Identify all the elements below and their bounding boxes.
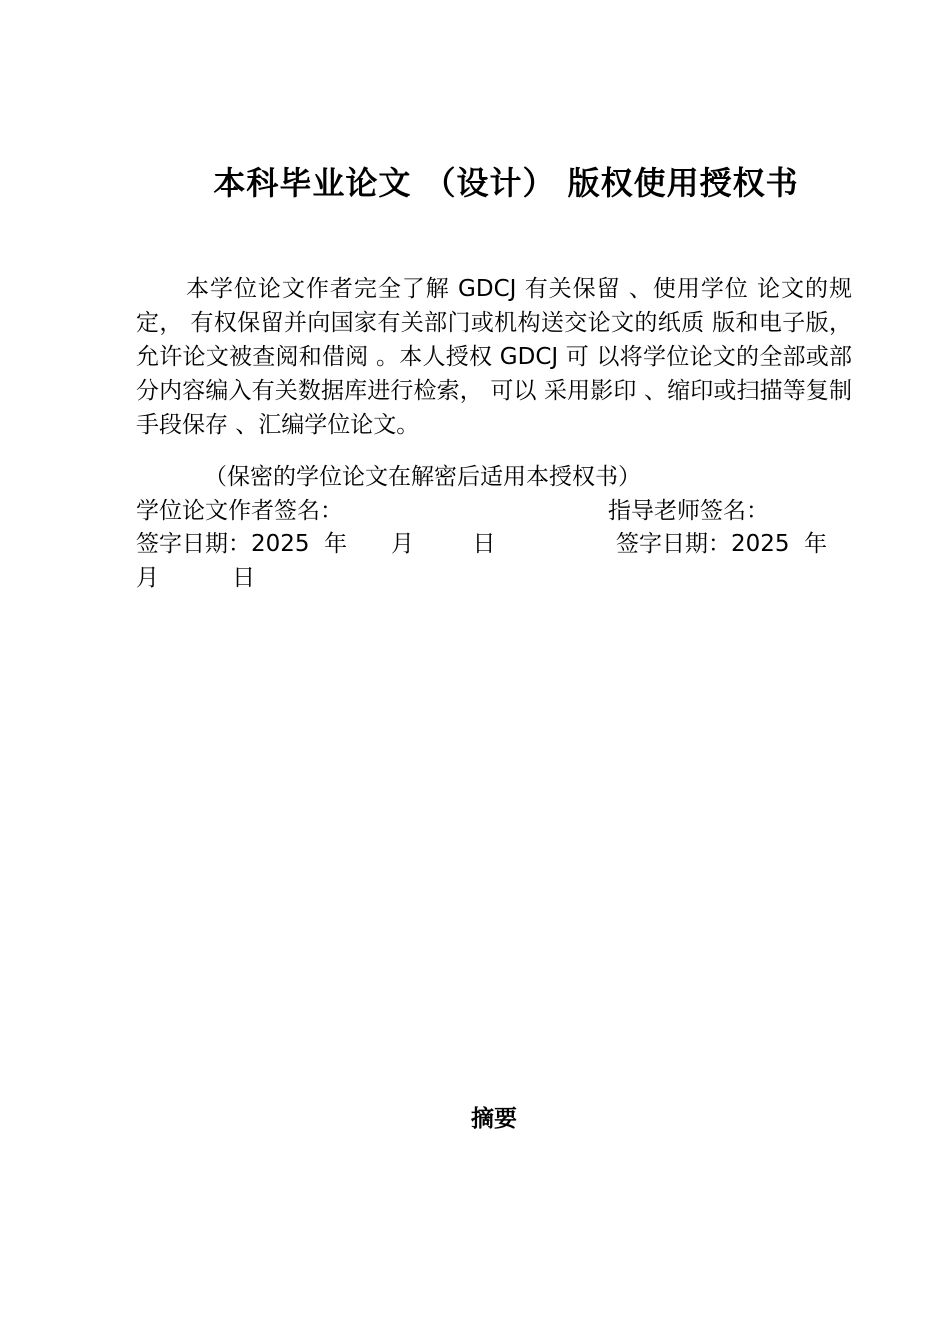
advisor-signature-label: 指导老师签名： <box>608 498 769 524</box>
authorization-text <box>136 272 860 442</box>
advisor-signature-date-continued: 月 日 <box>136 565 256 591</box>
page-title: 本科毕业论文 （设计） 版权使用授权书 <box>213 164 799 202</box>
authorization-paragraph: 本学位论文作者完全了解 GDCJ 有关保留 、使用学位 论文的规定， 有权保留并向国家有关部门或机构送交论文的纸质 版和电子版， 允许论文被查阅和借阅 。本人授权 GDCJ 可 以将学位论文的全部或部分内容编入有关数据库进行检索， 可以 采用影印 、缩印或扫描等复制手段保存 、汇编学位论文。 <box>136 276 860 438</box>
author-signature-label: 学位论文作者签名： <box>136 498 343 524</box>
abstract-heading: 摘要 <box>471 1106 517 1132</box>
author-signature-date: 签字日期：2025 年 月 日 <box>136 531 496 557</box>
advisor-signature-date: 签字日期：2025 年 <box>616 531 828 557</box>
confidential-note: （保密的学位论文在解密后适用本授权书） <box>204 464 641 490</box>
